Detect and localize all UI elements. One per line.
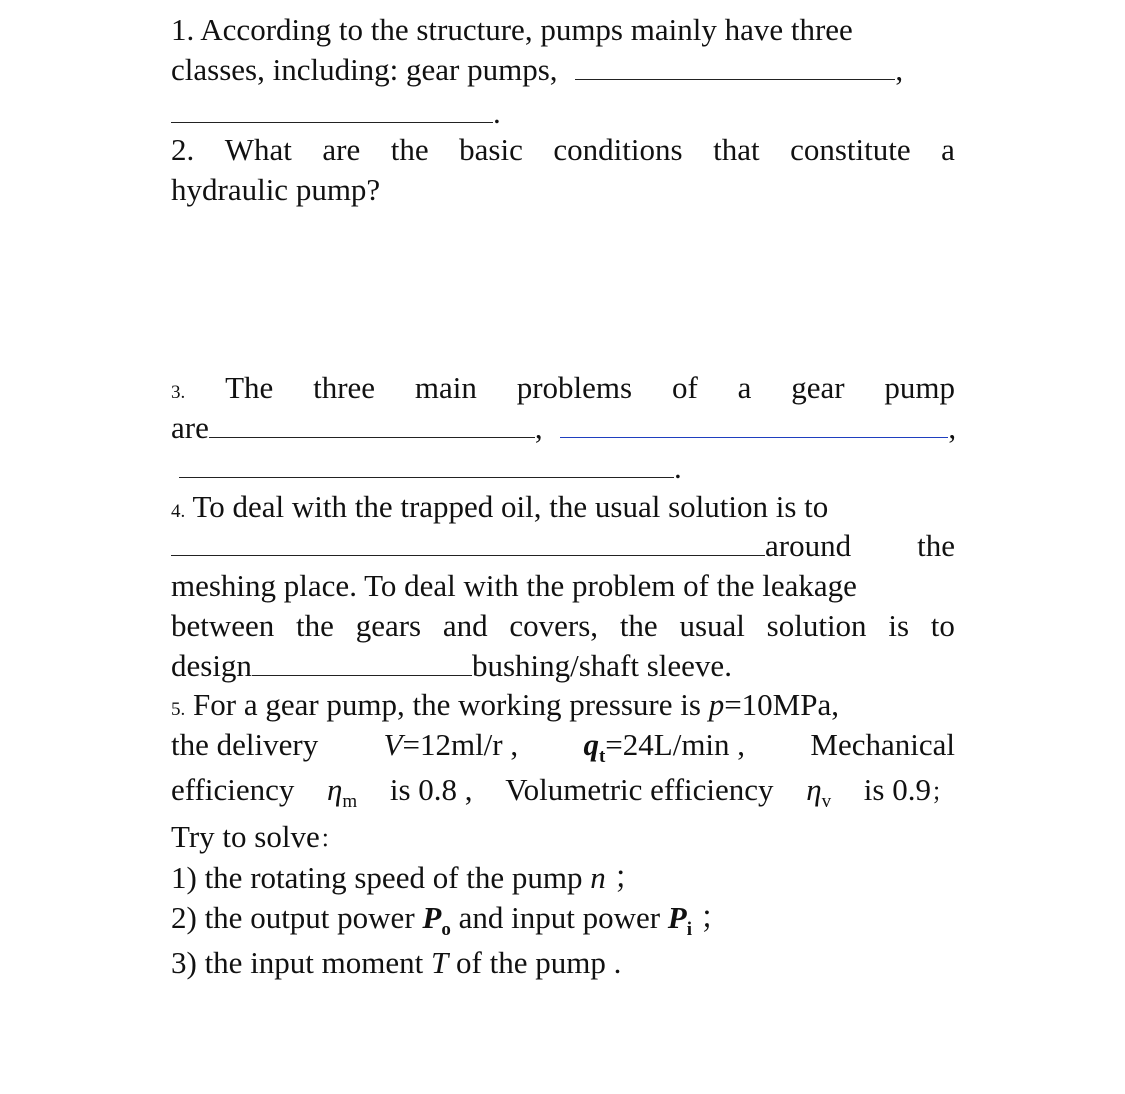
q4-line5: [171, 646, 955, 686]
q3-are: are: [171, 410, 209, 445]
q4-blank-1[interactable]: [171, 527, 765, 556]
q3-word: main: [414, 370, 477, 405]
q3-word: pump: [884, 370, 955, 405]
q4-word: is: [888, 608, 910, 643]
q5-try: Try to solve: [171, 819, 320, 854]
q2-word: What: [224, 132, 292, 167]
q4-word: the: [296, 608, 334, 643]
q5-mechanical: Mechanical: [810, 727, 955, 762]
q4-word: covers,: [509, 608, 599, 643]
q3-blank-1[interactable]: [209, 409, 535, 438]
q3-word: The: [225, 370, 274, 405]
q4-number: 4.: [171, 501, 186, 522]
q5-sub2-end: ；: [692, 900, 731, 935]
q3-comma-1: ,: [534, 410, 543, 445]
q5-sub1-text: 1) the rotating speed of the pump: [171, 860, 591, 895]
q5-eta-m-symbol: η: [327, 772, 343, 807]
q4-word: the: [619, 608, 658, 643]
q5-sub1-end: ；: [605, 860, 645, 895]
q5-line1: [171, 685, 955, 730]
q1-line1: 1. According to the structure, pumps mainly have three: [171, 12, 853, 47]
q3-word: of: [671, 370, 698, 405]
q5-efficiency: efficiency: [171, 772, 295, 807]
q5-line4: [171, 817, 955, 859]
q5-eta-v-symbol: η: [806, 772, 822, 807]
q4-line3: meshing place. To deal with the problem of the leakage: [171, 568, 857, 603]
q5-line2: [171, 725, 955, 765]
q5-semicolon: ；: [930, 778, 955, 806]
q4-bushing: bushing/shaft sleeve.: [471, 648, 732, 683]
q4-word: gears: [355, 608, 422, 643]
q1-line2-text: classes, including: gear pumps,: [171, 52, 558, 87]
q2-word: are: [322, 132, 361, 167]
q5-Po-symbol: P: [422, 900, 442, 935]
q5-line1-text: For a gear pump, the working pressure is: [193, 687, 709, 722]
q5-T-symbol: T: [431, 945, 449, 980]
q5-eta-m-subscript: m: [342, 791, 358, 812]
q3-blank-2[interactable]: [560, 409, 948, 438]
q4-line2: [171, 526, 955, 566]
q2-word: the: [390, 132, 429, 167]
q1-line2: [171, 50, 955, 90]
q5-sub3-text-b: of the pump .: [448, 945, 622, 980]
q3-line2: [171, 408, 955, 448]
q5-Pi-subscript: i: [686, 919, 693, 940]
q5-sub3-text-a: 3) the input moment: [171, 945, 432, 980]
q5-q-subscript: t: [598, 746, 606, 767]
q5-sub2: [171, 898, 955, 938]
q5-q-symbol: q: [583, 727, 599, 762]
q4-line4: [171, 606, 955, 646]
q3-number: 3.: [171, 382, 186, 403]
q4-word: between: [171, 608, 275, 643]
q2-word: constitute: [790, 132, 911, 167]
q2-line1: [171, 130, 955, 170]
q5-Pi-symbol: P: [667, 900, 687, 935]
q5-eta-v-value: is 0.9: [863, 772, 931, 807]
q4-design: design: [171, 648, 252, 683]
q3-period: .: [674, 450, 682, 485]
q4-word: and: [442, 608, 488, 643]
q5-q-value: =24L/min ,: [605, 727, 746, 762]
q4-blank-2[interactable]: [252, 647, 472, 676]
q5-sub2-text-a: 2) the output power: [171, 900, 423, 935]
q5-eta-m-value: is 0.8 ,: [389, 772, 473, 807]
q3-comma-2: ,: [948, 410, 957, 445]
q4-around: around: [765, 528, 852, 563]
q1-comma: ,: [895, 52, 904, 87]
q5-Po-subscript: o: [441, 919, 451, 940]
q5-line1-comma: ,: [831, 687, 839, 722]
q2-word: a: [941, 132, 955, 167]
q4-line1-text: To deal with the trapped oil, the usual solution is to: [192, 489, 829, 524]
q3-word: gear: [791, 370, 845, 405]
q1-period: .: [493, 95, 501, 130]
q2-line2: hydraulic pump?: [171, 172, 381, 207]
q5-sub3: [171, 943, 955, 983]
q3-line3: [171, 448, 955, 488]
q3-word: three: [313, 370, 376, 405]
q5-n-symbol: n: [590, 860, 606, 895]
q4-word: solution: [766, 608, 867, 643]
q3-line1: [171, 368, 955, 413]
q5-V-value: =12ml/r ,: [402, 727, 519, 762]
q2-word: 2.: [171, 132, 195, 167]
q5-delivery: the delivery: [171, 727, 319, 762]
q1-blank-1[interactable]: [575, 51, 895, 80]
q5-V-symbol: V: [383, 727, 403, 762]
q5-colon: ：: [319, 825, 344, 853]
q5-sub2-text-b: and input power: [450, 900, 668, 935]
q2-word: that: [713, 132, 760, 167]
q4-word: usual: [679, 608, 745, 643]
q1-line3: [171, 93, 955, 133]
q5-number: 5.: [171, 699, 186, 720]
q5-p-symbol: p: [708, 687, 725, 722]
q2-word: conditions: [553, 132, 683, 167]
q5-p-value: =10MPa: [724, 687, 832, 722]
q3-word: a: [737, 370, 752, 405]
q5-eta-v-subscript: v: [821, 791, 832, 812]
q4-word: to: [930, 608, 955, 643]
q4-the: the: [917, 528, 955, 563]
q3-word: problems: [516, 370, 633, 405]
q2-word: basic: [459, 132, 523, 167]
q1-blank-2[interactable]: [171, 94, 493, 123]
q5-volumetric: Volumetric efficiency: [505, 772, 774, 807]
q5-line3: [171, 770, 955, 812]
q3-blank-3[interactable]: [179, 449, 674, 478]
q5-sub1: [171, 858, 955, 898]
